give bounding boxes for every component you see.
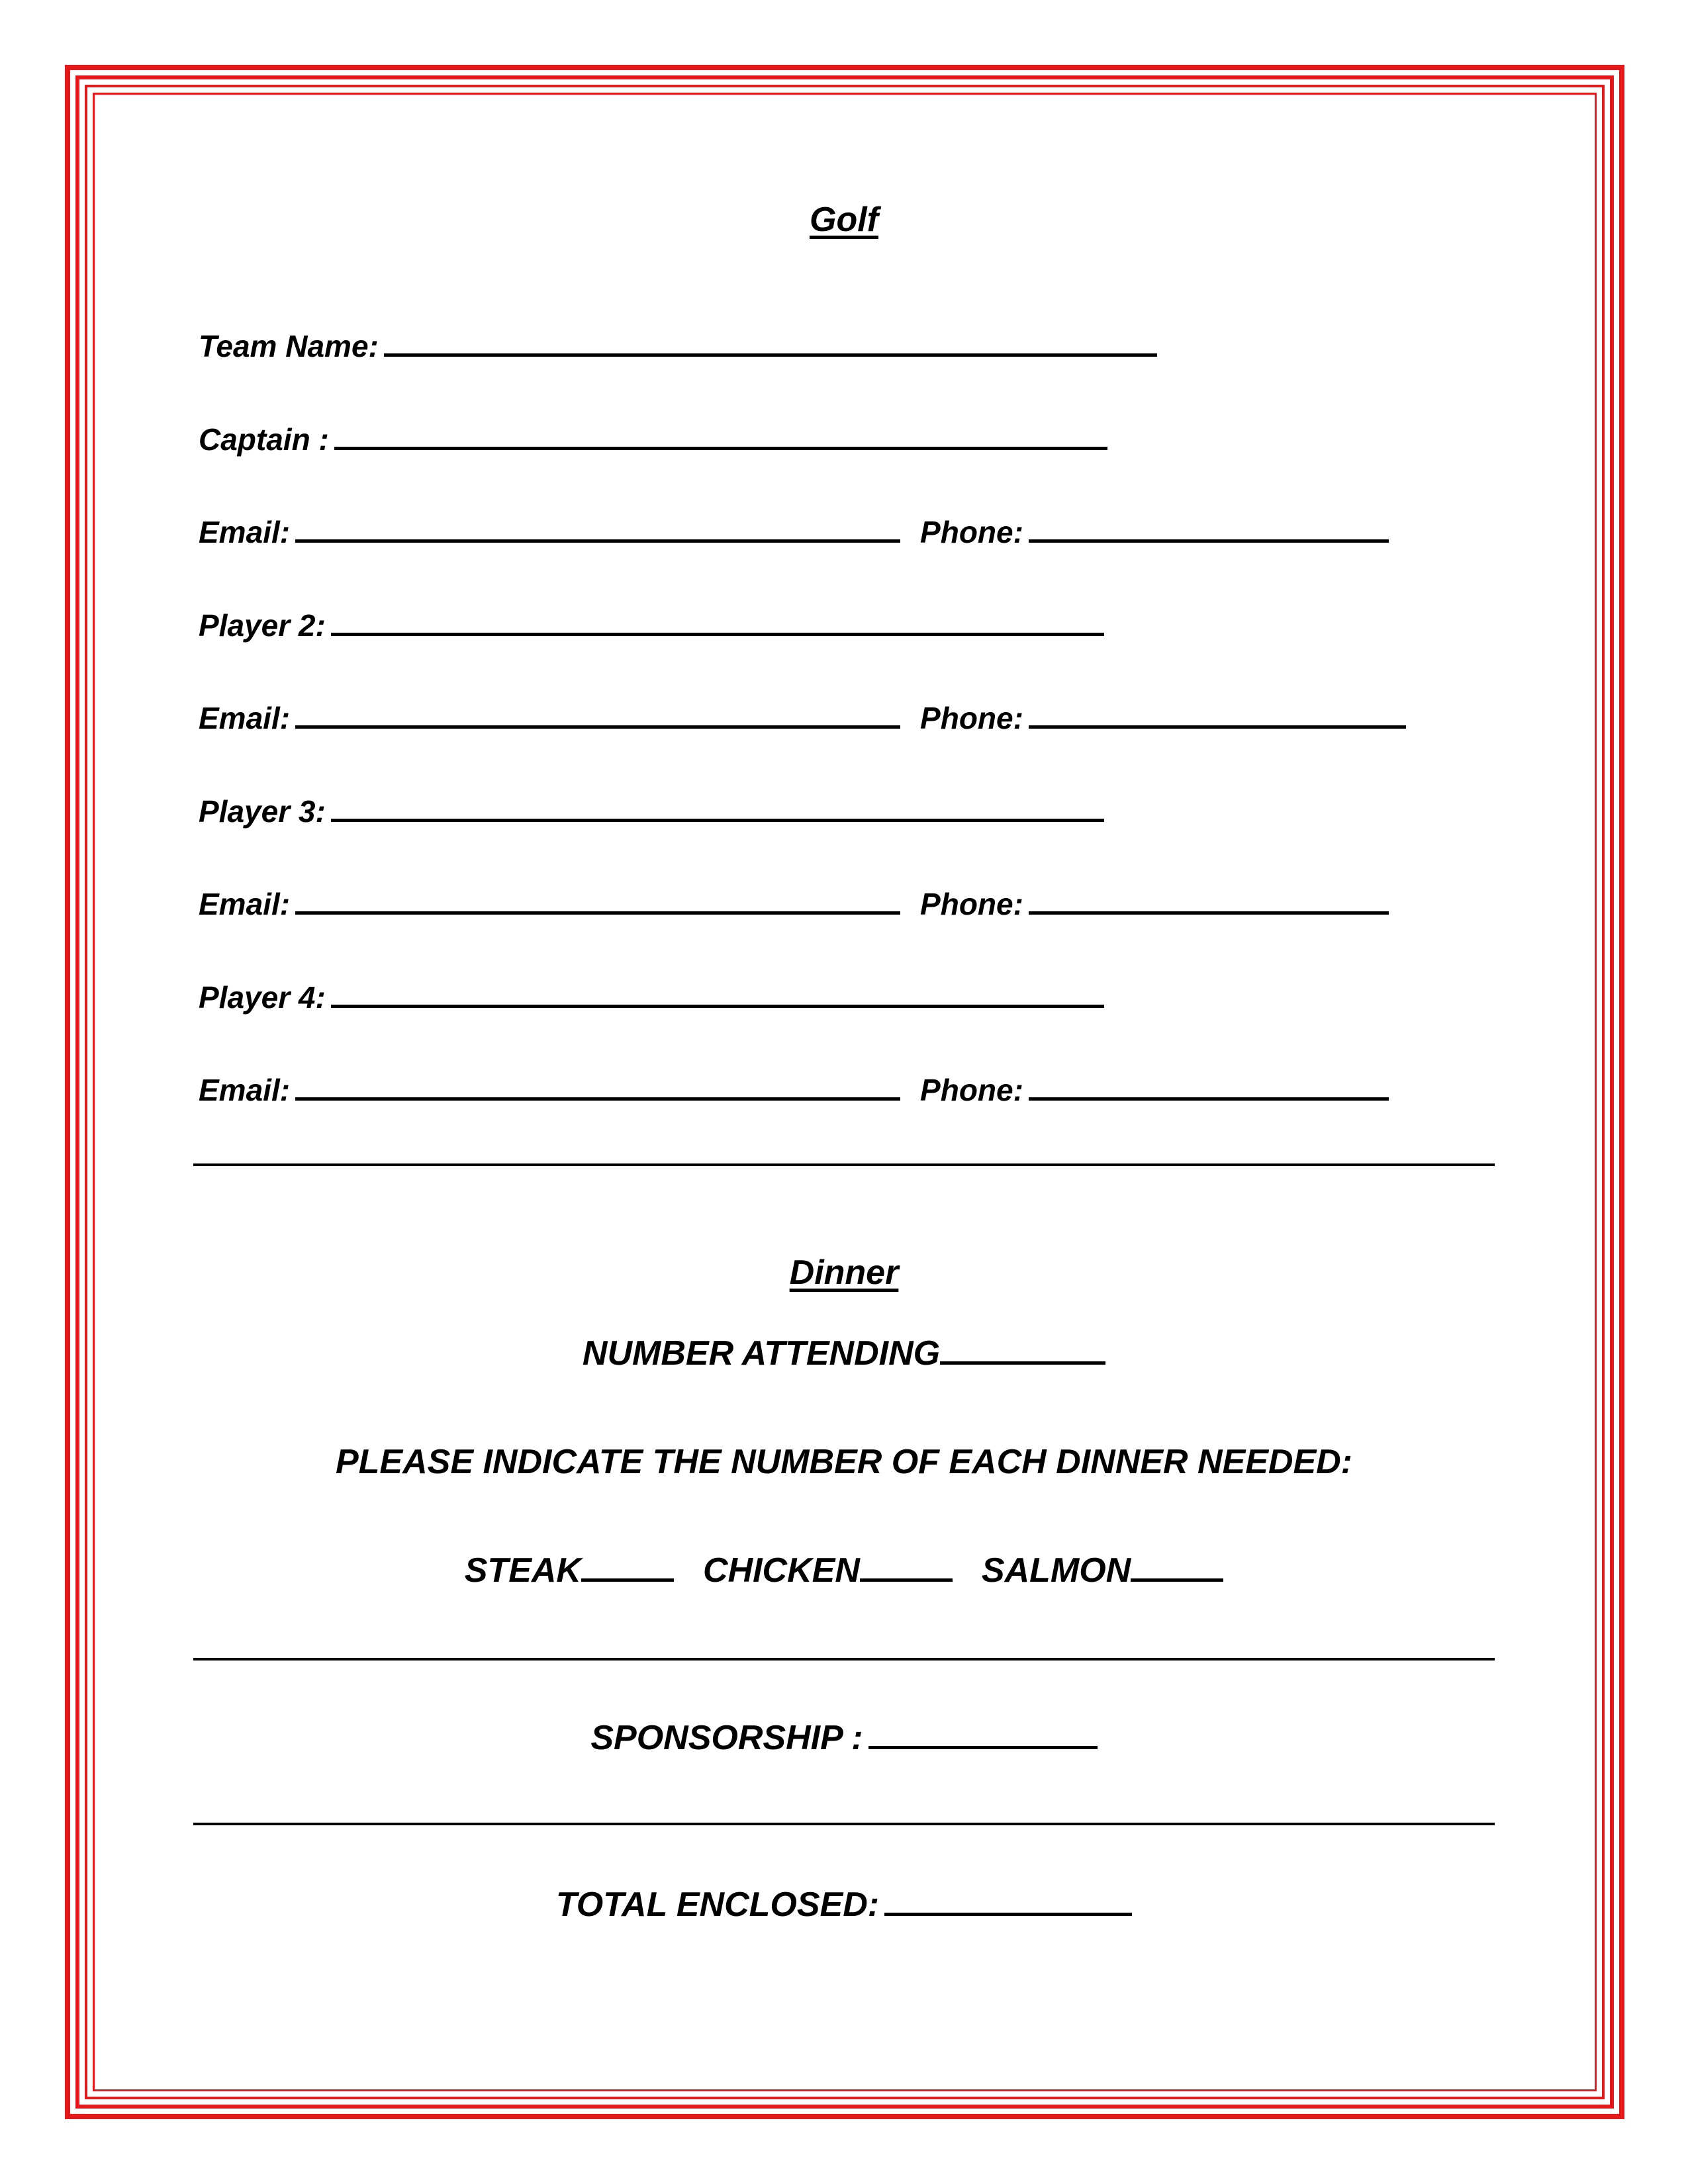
dinner-instruction: PLEASE INDICATE THE NUMBER OF EACH DINNER NEEDED: (335, 1443, 1352, 1481)
player3-row (199, 796, 1104, 827)
player2-contact-row (199, 703, 1406, 733)
player4-label: Player 4: (199, 980, 326, 1015)
player3-email-field[interactable] (295, 911, 900, 915)
player3-field[interactable] (331, 819, 1104, 822)
number-attending-label: NUMBER ATTENDING (582, 1334, 941, 1373)
player4-email-field[interactable] (295, 1097, 900, 1101)
player3-contact-row (199, 889, 1389, 919)
player2-field[interactable] (331, 633, 1104, 636)
captain-phone-field[interactable] (1029, 539, 1389, 543)
player4-phone-field[interactable] (1029, 1097, 1389, 1101)
captain-contact-row (199, 517, 1389, 547)
sponsorship-field[interactable] (868, 1746, 1098, 1749)
player2-label: Player 2: (199, 608, 326, 643)
team-name-row (199, 331, 1157, 361)
player4-row (199, 982, 1104, 1013)
number-attending-row (0, 1336, 1688, 1371)
team-name-field[interactable] (384, 353, 1157, 357)
player2-row (199, 610, 1104, 641)
player2-phone-field[interactable] (1029, 725, 1406, 729)
captain-email-field[interactable] (295, 539, 900, 543)
total-enclosed-label: TOTAL ENCLOSED: (555, 1886, 880, 1924)
steak-count-field[interactable] (581, 1578, 674, 1582)
sponsorship-label: SPONSORSHIP : (590, 1719, 863, 1757)
total-enclosed-field[interactable] (884, 1913, 1132, 1916)
section-divider-golf (193, 1163, 1495, 1166)
steak-label: STEAK (464, 1551, 581, 1590)
player3-label: Player 3: (199, 794, 326, 829)
golf-heading: Golf (810, 201, 878, 239)
total-row (0, 1888, 1688, 1922)
phone-label: Phone: (920, 515, 1023, 549)
player3-phone-field[interactable] (1029, 911, 1389, 915)
captain-field[interactable] (334, 447, 1107, 450)
section-divider-sponsorship (193, 1823, 1495, 1825)
phone-label: Phone: (920, 1073, 1023, 1107)
salmon-count-field[interactable] (1131, 1578, 1223, 1582)
team-name-label: Team Name: (199, 329, 379, 363)
dinner-heading: Dinner (789, 1253, 899, 1292)
email-label: Email: (199, 701, 291, 735)
sponsorship-row (0, 1721, 1688, 1755)
email-label: Email: (199, 1073, 291, 1107)
section-divider-dinner (193, 1658, 1495, 1661)
chicken-count-field[interactable] (860, 1578, 953, 1582)
player4-field[interactable] (331, 1005, 1104, 1008)
number-attending-field[interactable] (940, 1361, 1105, 1365)
email-label: Email: (199, 887, 291, 921)
player4-contact-row (199, 1075, 1389, 1105)
dinner-choices-row (0, 1553, 1688, 1588)
player2-email-field[interactable] (295, 725, 900, 729)
phone-label: Phone: (920, 701, 1023, 735)
phone-label: Phone: (920, 887, 1023, 921)
salmon-label: SALMON (981, 1551, 1131, 1590)
captain-label: Captain : (199, 422, 329, 457)
email-label: Email: (199, 515, 291, 549)
captain-row (199, 424, 1107, 455)
chicken-label: CHICKEN (703, 1551, 860, 1590)
